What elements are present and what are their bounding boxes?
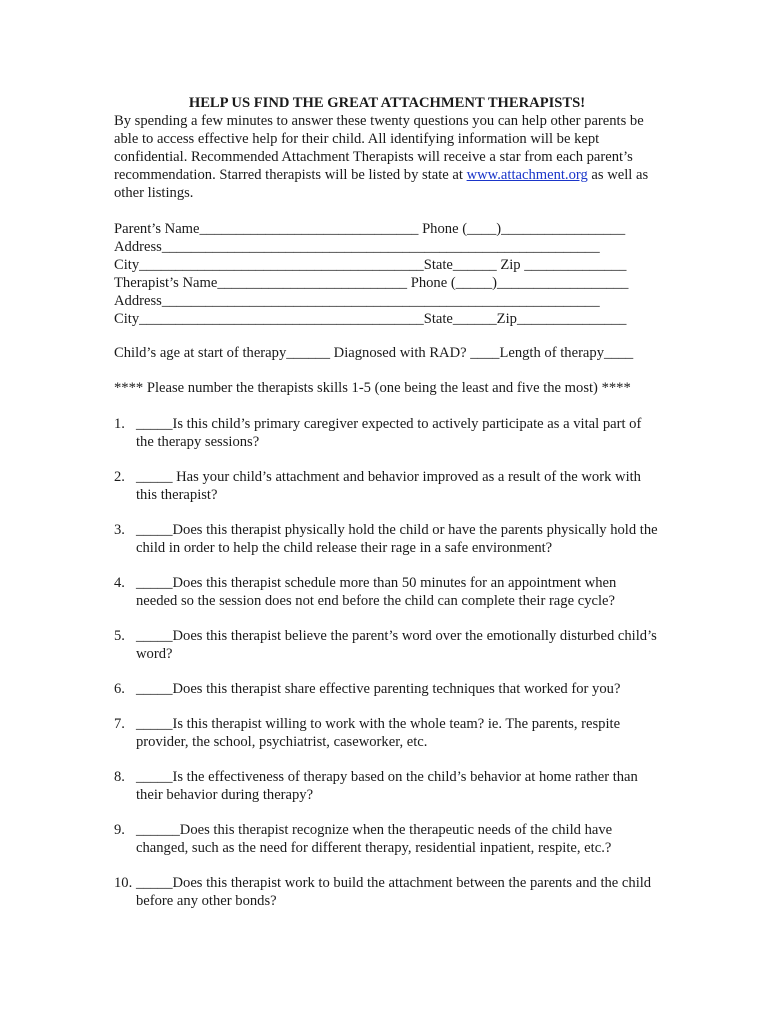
question-text: _____Is the effectiveness of therapy based on the child’s behavior at home rather than their behavior during therapy? (136, 769, 638, 803)
question-item[interactable] (114, 468, 660, 504)
question-item[interactable] (114, 874, 660, 910)
therapist-city-state-zip-line[interactable]: City_______________________________________State______Zip_______________ (114, 311, 627, 327)
question-text: ______Does this therapist recognize when the therapeutic needs of the child have changed, such as the need for different therapy, residential inpatient, respite, etc.? (136, 822, 613, 856)
intro-text-before-link: By spending a few minutes to answer these twenty questions you can help other parents be able to access effective help for their child. All identifying information will be kept confidential. Recommended Attachment Therapists will receive a star from each parent’s recommendation. Starred therapists will be listed by state at (114, 113, 644, 183)
question-text: _____Is this therapist willing to work with the whole team? ie. The parents, respite provider, the school, psychiatrist, caseworker, etc. (136, 716, 621, 750)
intro-paragraph (114, 112, 660, 202)
question-text: _____Does this therapist share effective parenting techniques that worked for you? (136, 681, 621, 697)
intro-text-after-link: as well as other listings. (114, 167, 649, 201)
question-number: 8. (114, 769, 125, 785)
therapist-address-line[interactable]: Address____________________________________________________________ (114, 293, 600, 309)
question-item[interactable] (114, 680, 660, 698)
question-list (114, 415, 660, 910)
document-title: HELP US FIND THE GREAT ATTACHMENT THERAPISTS! (188, 95, 586, 111)
question-text: _____Does this therapist believe the parent’s word over the emotionally disturbed child’s word? (136, 628, 657, 662)
question-number: 10. (114, 875, 133, 891)
question-number: 6. (114, 681, 125, 697)
question-item[interactable] (114, 521, 660, 557)
question-number: 1. (114, 416, 125, 432)
question-number: 3. (114, 522, 125, 538)
question-item[interactable] (114, 627, 660, 663)
question-item[interactable] (114, 415, 660, 451)
attachment-org-link[interactable]: www.attachment.org (466, 167, 588, 183)
question-number: 2. (114, 469, 125, 485)
question-item[interactable] (114, 768, 660, 804)
parent-address-line[interactable]: Address____________________________________________________________ (114, 239, 600, 255)
document-page (114, 94, 660, 927)
question-number: 7. (114, 716, 125, 732)
therapist-name-phone-line[interactable]: Therapist’s Name__________________________ Phone (_____)__________________ (114, 275, 629, 291)
question-number: 9. (114, 822, 125, 838)
child-age-diagnosis-line[interactable]: Child’s age at start of therapy______ Diagnosed with RAD? ____Length of therapy____ (114, 345, 634, 361)
question-text: _____Does this therapist work to build the attachment between the parents and the child before any other bonds? (136, 875, 652, 909)
parent-city-state-zip-line[interactable]: City_______________________________________State______ Zip ______________ (114, 257, 627, 273)
rating-instructions: **** Please number the therapists skills 1-5 (one being the least and five the most) **** (114, 380, 631, 396)
question-item[interactable] (114, 715, 660, 751)
question-number: 5. (114, 628, 125, 644)
question-item[interactable] (114, 574, 660, 610)
question-text: _____Is this child’s primary caregiver expected to actively participate as a vital part of the therapy sessions? (136, 416, 642, 450)
question-text: _____ Has your child’s attachment and behavior improved as a result of the work with this therapist? (136, 469, 641, 503)
question-item[interactable] (114, 821, 660, 857)
question-text: _____Does this therapist physically hold the child or have the parents physically hold the child in order to help the child release their rage in a safe environment? (136, 522, 658, 556)
contact-form (114, 220, 660, 328)
question-text: _____Does this therapist schedule more than 50 minutes for an appointment when needed so the session does not end before the child can complete their rage cycle? (136, 575, 617, 609)
parent-name-phone-line[interactable]: Parent’s Name______________________________ Phone (____)_________________ (114, 221, 626, 237)
question-number: 4. (114, 575, 125, 591)
